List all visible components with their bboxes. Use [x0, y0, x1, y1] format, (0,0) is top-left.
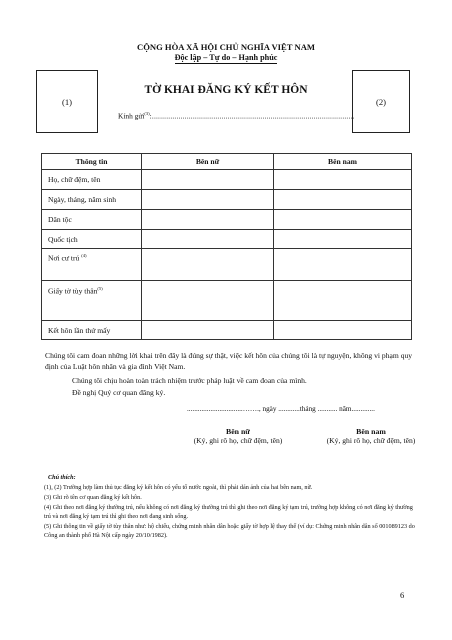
- responsibility-paragraph: Chúng tôi chịu hoàn toàn trách nhiệm trước pháp luật về cam đoan của mình.: [72, 376, 307, 385]
- form-title: TỜ KHAI ĐĂNG KÝ KẾT HÔN: [144, 84, 308, 96]
- row-label-id-document: Giấy tờ tùy thân$^{(5)}$: [42, 281, 142, 321]
- row-label-nationality: Quốc tịch: [42, 230, 142, 249]
- female-nationality-cell[interactable]: [142, 230, 274, 249]
- motto-text: Độc lập – Tự do – Hạnh phúc: [174, 53, 278, 62]
- notes-heading: Chú thích:: [48, 474, 76, 481]
- date-line[interactable]: ...............................……., ngày ............tháng ........... năm.............: [187, 405, 375, 413]
- male-dob-cell[interactable]: [274, 190, 412, 210]
- row-label-ethnicity: Dân tộc: [42, 210, 142, 230]
- female-signature-block: [178, 427, 298, 445]
- male-marriage-count-cell[interactable]: [274, 321, 412, 340]
- female-signature-note: (Ký, ghi rõ họ, chữ đệm, tên): [193, 436, 283, 445]
- photo-box-left: [36, 70, 98, 133]
- request-paragraph: Đề nghị Quý cơ quan đăng ký.: [72, 388, 166, 397]
- female-marriage-count-cell[interactable]: [142, 321, 274, 340]
- male-signature-block: [316, 427, 426, 445]
- motto-heading: [0, 53, 452, 62]
- female-dob-cell[interactable]: [142, 190, 274, 210]
- row-label-residence: Nơi cư trú $^{(4)}$: [42, 249, 142, 281]
- female-signature-title: Bên nữ: [226, 427, 250, 436]
- recipient-label: Kính gửi: [118, 111, 145, 121]
- male-residence-cell[interactable]: [274, 249, 412, 281]
- row-label-name: Họ, chữ đệm, tên: [42, 170, 142, 190]
- header-female: Bên nữ: [142, 154, 274, 170]
- female-residence-cell[interactable]: [142, 249, 274, 281]
- page-number: 6: [400, 590, 405, 600]
- note-4: (5) Ghi thông tin về giấy tờ tùy thân như: hộ chiếu, chứng minh nhân dân hoặc giấy tờ hợp lệ thay thế (ví dụ: Chứng minh nhân dân số 001089123 do Công an thành phố Hà Nội cấp ngày 20/10/1982).: [44, 523, 415, 540]
- declaration-paragraph: Chúng tôi cam đoan những lời khai trên đây là đúng sự thật, việc kết hôn của chúng tôi là tự nguyện, không vi phạm quy định của Luật hôn nhân và gia đình Việt Nam.: [45, 351, 413, 371]
- male-ethnicity-cell[interactable]: [274, 210, 412, 230]
- photo-box-right-label: (2): [375, 97, 387, 107]
- male-name-cell[interactable]: [274, 170, 412, 190]
- note-1: (1), (2) Trường hợp làm thủ tục đăng ký kết hôn có yếu tố nước ngoài, thì phải dán ảnh của hai bên nam, nữ.: [44, 484, 313, 491]
- country-heading: CỘNG HÒA XÃ HỘI CHỦ NGHĨA VIỆT NAM: [136, 42, 316, 52]
- male-signature-title: Bên nam: [356, 427, 386, 436]
- photo-box-left-label: (1): [61, 97, 73, 107]
- photo-box-right: [352, 70, 410, 133]
- note-3: (4) Ghi theo nơi đăng ký thường trú, nếu không có nơi đăng ký thường trú thì ghi theo nơi đăng ký tạm trú, trường hợp không có nơi đăng ký thường trú và nơi đăng ký tạm trú thì ghi theo nơi đang sinh sống.: [44, 504, 413, 521]
- note-2: (3) Ghi rõ tên cơ quan đăng ký kết hôn.: [44, 494, 142, 501]
- male-id-cell[interactable]: [274, 281, 412, 321]
- marriage-info-table: [41, 153, 412, 340]
- female-ethnicity-cell[interactable]: [142, 210, 274, 230]
- header-info: Thông tin: [42, 154, 142, 170]
- male-nationality-cell[interactable]: [274, 230, 412, 249]
- recipient-ref: (3): [144, 111, 150, 116]
- row-label-dob: Ngày, tháng, năm sinh: [42, 190, 142, 210]
- male-signature-note: (Ký, ghi rõ họ, chữ đệm, tên): [326, 436, 416, 445]
- recipient-field[interactable]: :...................................................................................................: [149, 111, 355, 121]
- header-male: Bên nam: [274, 154, 412, 170]
- female-id-cell[interactable]: [142, 281, 274, 321]
- row-label-marriage-count: Kết hôn lần thứ mấy: [42, 321, 142, 340]
- female-name-cell[interactable]: [142, 170, 274, 190]
- recipient-line: [118, 111, 355, 120]
